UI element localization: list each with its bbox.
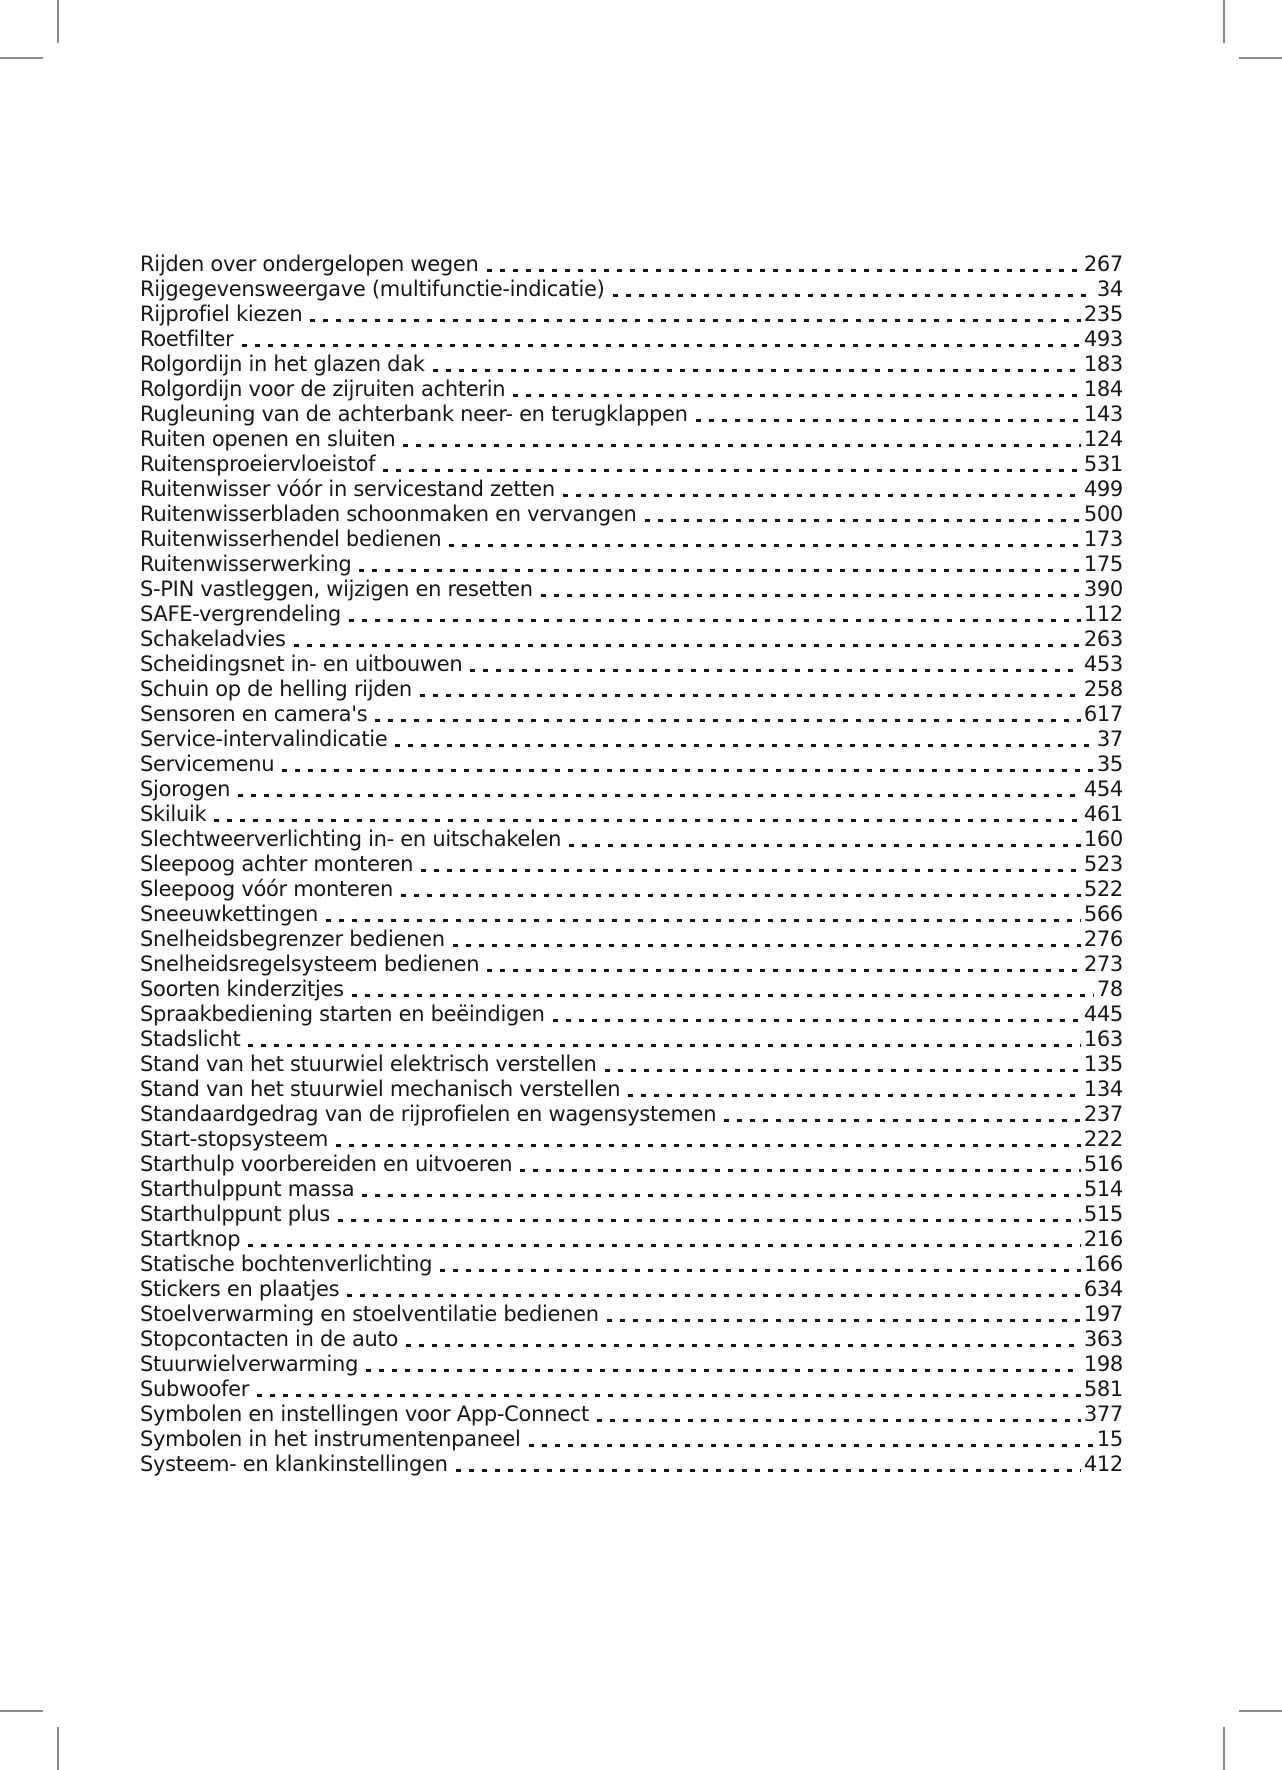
dot-leader xyxy=(553,1019,1081,1022)
index-entry xyxy=(140,602,1123,627)
index-entry xyxy=(140,952,1123,977)
index-entry xyxy=(140,552,1123,577)
index-entry-page: 522 xyxy=(1083,877,1123,901)
dot-leader xyxy=(294,644,1081,647)
index-entry-page: 493 xyxy=(1083,327,1123,351)
dot-leader xyxy=(449,544,1080,547)
dot-leader xyxy=(456,1469,1081,1472)
index-entry-page: 237 xyxy=(1083,1102,1123,1126)
index-entry xyxy=(140,752,1123,777)
index-entry-page: 273 xyxy=(1083,952,1123,976)
index-entry-page: 581 xyxy=(1083,1377,1123,1401)
index-entry-page: 184 xyxy=(1083,377,1123,401)
index-entry xyxy=(140,1002,1123,1027)
index-entry-page: 363 xyxy=(1083,1327,1123,1351)
crop-mark-bottom-right-vertical xyxy=(1223,1727,1225,1770)
index-entry-title: SAFE-vergrendeling xyxy=(140,602,341,626)
index-entry-title: Starthulppunt massa xyxy=(140,1177,355,1201)
index-entry-title: Ruiten openen en sluiten xyxy=(140,427,396,451)
crop-mark-top-left-vertical xyxy=(57,0,59,43)
dot-leader xyxy=(349,619,1081,622)
index-entry-page: 499 xyxy=(1083,477,1123,501)
index-entry-page: 216 xyxy=(1083,1227,1123,1251)
index-entry-page: 166 xyxy=(1083,1252,1123,1276)
index-entry-page: 445 xyxy=(1083,1002,1123,1026)
index-entry xyxy=(140,827,1123,852)
index-entry-title: Skiluik xyxy=(140,802,207,826)
index-entry-title: Symbolen in het instrumentenpaneel xyxy=(140,1427,521,1451)
index-entry-page: 617 xyxy=(1083,702,1123,726)
index-entry-title: Spraakbediening starten en beëindigen xyxy=(140,1002,545,1026)
dot-leader xyxy=(366,1369,1081,1372)
index-entry-title: Sneeuwkettingen xyxy=(140,902,318,926)
dot-leader xyxy=(628,1094,1081,1097)
index-entry xyxy=(140,377,1123,402)
index-entry-title: Rolgordijn voor de zijruiten achterin xyxy=(140,377,506,401)
index-entry-page: 390 xyxy=(1083,577,1123,601)
dot-leader xyxy=(326,919,1081,922)
index-entry-page: 566 xyxy=(1083,902,1123,926)
index-entry-page: 235 xyxy=(1083,302,1123,326)
index-entry-page: 15 xyxy=(1096,1427,1123,1451)
dot-leader xyxy=(403,444,1080,447)
index-entry-title: S-PIN vastleggen, wijzigen en resetten xyxy=(140,577,533,601)
index-entry-title: Rijden over ondergelopen wegen xyxy=(140,252,479,276)
index-entry-page: 134 xyxy=(1083,1077,1123,1101)
dot-leader xyxy=(383,469,1081,472)
index-entry-page: 516 xyxy=(1083,1152,1123,1176)
index-entry xyxy=(140,1177,1123,1202)
index-entry xyxy=(140,1152,1123,1177)
index-entry xyxy=(140,527,1123,552)
index-entry-page: 197 xyxy=(1083,1302,1123,1326)
index-entry-title: Starthulppunt plus xyxy=(140,1202,330,1226)
dot-leader xyxy=(338,1219,1081,1222)
index-entry-page: 461 xyxy=(1083,802,1123,826)
index-entry-page: 135 xyxy=(1083,1052,1123,1076)
dot-leader xyxy=(433,369,1081,372)
index-entry-page: 258 xyxy=(1083,677,1123,701)
index-entry-page: 267 xyxy=(1083,252,1123,276)
dot-leader xyxy=(336,1144,1081,1147)
index-entry xyxy=(140,1377,1123,1402)
index-entry-title: Stoelverwarming en stoelventilatie bedienen xyxy=(140,1302,599,1326)
index-entry-title: Stand van het stuurwiel mechanisch verstellen xyxy=(140,1077,621,1101)
dot-leader xyxy=(605,1069,1081,1072)
index-entry xyxy=(140,1227,1123,1252)
index-entry-title: Stopcontacten in de auto xyxy=(140,1327,399,1351)
index-entry-title: Snelheidsbegrenzer bedienen xyxy=(140,927,445,951)
index-entry xyxy=(140,1127,1123,1152)
index-entry-page: 531 xyxy=(1083,452,1123,476)
dot-leader xyxy=(359,569,1080,572)
index-entry xyxy=(140,352,1123,377)
index-entry xyxy=(140,1077,1123,1102)
dot-leader xyxy=(421,869,1081,872)
index-entry-title: Slechtweerverlichting in- en uitschakelen xyxy=(140,827,562,851)
dot-leader xyxy=(470,669,1080,672)
crop-mark-top-right-vertical xyxy=(1223,0,1225,43)
index-entry-title: Rijgegevensweergave (multifunctie-indicatie) xyxy=(140,277,605,301)
dot-leader xyxy=(214,819,1080,822)
dot-leader xyxy=(529,1444,1094,1447)
index-entry xyxy=(140,702,1123,727)
index-entry xyxy=(140,777,1123,802)
crop-mark-bottom-right-horizontal xyxy=(1239,1710,1282,1712)
dot-leader xyxy=(487,269,1081,272)
index-entry xyxy=(140,1452,1123,1477)
crop-mark-bottom-left-vertical xyxy=(57,1727,59,1770)
index-entry-page: 112 xyxy=(1083,602,1123,626)
dot-leader xyxy=(375,719,1080,722)
dot-leader xyxy=(520,1169,1081,1172)
index-entry-page: 412 xyxy=(1083,1452,1123,1476)
index-entry-title: Sleepoog achter monteren xyxy=(140,852,414,876)
index-entry xyxy=(140,627,1123,652)
dot-leader xyxy=(257,1394,1081,1397)
index-entry xyxy=(140,1327,1123,1352)
dot-leader xyxy=(607,1319,1081,1322)
index-entry-title: Stickers en plaatjes xyxy=(140,1277,340,1301)
index-entry-title: Symbolen en instellingen voor App-Connect xyxy=(140,1402,589,1426)
dot-leader xyxy=(238,794,1081,797)
index-entry-page: 453 xyxy=(1083,652,1123,676)
dot-leader xyxy=(420,694,1081,697)
index-entry xyxy=(140,577,1123,602)
dot-leader xyxy=(395,744,1093,747)
index-entry-title: Sleepoog vóór monteren xyxy=(140,877,394,901)
index-entry-page: 163 xyxy=(1083,1027,1123,1051)
index-entry-title: Service-intervalindicatie xyxy=(140,727,388,751)
index-entry-title: Subwoofer xyxy=(140,1377,250,1401)
index-entry-page: 500 xyxy=(1083,502,1123,526)
index-entry-title: Rijprofiel kiezen xyxy=(140,302,303,326)
index-entry-title: Statische bochtenverlichting xyxy=(140,1252,433,1276)
index-entry-title: Startknop xyxy=(140,1227,241,1251)
index-entry-title: Ruitenwisserhendel bedienen xyxy=(140,527,442,551)
index-entry-title: Ruitenwisserwerking xyxy=(140,552,352,576)
dot-leader xyxy=(453,944,1081,947)
dot-leader xyxy=(487,969,1081,972)
index-entry-title: Ruitenwisserbladen schoonmaken en vervangen xyxy=(140,502,637,526)
index-entry xyxy=(140,727,1123,752)
dot-leader xyxy=(248,1244,1081,1247)
index-entry xyxy=(140,327,1123,352)
dot-leader xyxy=(347,1294,1081,1297)
index-entry-title: Stuurwielverwarming xyxy=(140,1352,359,1376)
index-entry-page: 514 xyxy=(1083,1177,1123,1201)
index-entry-page: 175 xyxy=(1083,552,1123,576)
dot-leader xyxy=(352,994,1094,997)
index-entry xyxy=(140,977,1123,1002)
index-entry-page: 37 xyxy=(1096,727,1123,751)
index-entry xyxy=(140,277,1123,302)
index-entry xyxy=(140,402,1123,427)
crop-mark-top-left-horizontal xyxy=(0,57,43,59)
crop-mark-bottom-left-horizontal xyxy=(0,1710,43,1712)
index-entry-title: Sjorogen xyxy=(140,777,231,801)
index-entry-title: Ruitensproeiervloeistof xyxy=(140,452,376,476)
index-entry-title: Sensoren en camera's xyxy=(140,702,368,726)
index-entry-page: 523 xyxy=(1083,852,1123,876)
index-entry-page: 124 xyxy=(1083,427,1123,451)
index-entry-title: Start-stopsysteem xyxy=(140,1127,328,1151)
index-entry xyxy=(140,427,1123,452)
index-entry xyxy=(140,252,1123,277)
index-entry-page: 35 xyxy=(1096,752,1123,776)
index-entry xyxy=(140,302,1123,327)
index-entry-page: 198 xyxy=(1083,1352,1123,1376)
dot-leader xyxy=(248,1044,1080,1047)
index-entry xyxy=(140,1352,1123,1377)
index-entry-title: Systeem- en klankinstellingen xyxy=(140,1452,448,1476)
index-entry-page: 143 xyxy=(1083,402,1123,426)
index-entry-title: Schuin op de helling rijden xyxy=(140,677,412,701)
index-entry-page: 454 xyxy=(1083,777,1123,801)
index-entry-title: Stadslicht xyxy=(140,1027,241,1051)
index-entry-page: 515 xyxy=(1083,1202,1123,1226)
index-entry xyxy=(140,1302,1123,1327)
dot-leader xyxy=(362,1194,1080,1197)
index-entry-title: Starthulp voorbereiden en uitvoeren xyxy=(140,1152,513,1176)
index-entry-page: 263 xyxy=(1083,627,1123,651)
dot-leader xyxy=(645,519,1081,522)
index-list xyxy=(140,252,1123,1477)
index-entry xyxy=(140,1052,1123,1077)
index-entry xyxy=(140,1202,1123,1227)
index-entry xyxy=(140,1027,1123,1052)
dot-leader xyxy=(242,344,1081,347)
index-entry xyxy=(140,1427,1123,1452)
index-entry xyxy=(140,1102,1123,1127)
index-entry xyxy=(140,502,1123,527)
index-entry xyxy=(140,877,1123,902)
dot-leader xyxy=(597,1419,1081,1422)
index-entry-page: 634 xyxy=(1083,1277,1123,1301)
index-entry-title: Stand van het stuurwiel elektrisch verstellen xyxy=(140,1052,597,1076)
index-entry xyxy=(140,452,1123,477)
index-entry-title: Snelheidsregelsysteem bedienen xyxy=(140,952,480,976)
index-entry xyxy=(140,852,1123,877)
index-entry-page: 276 xyxy=(1083,927,1123,951)
dot-leader xyxy=(613,294,1094,297)
index-entry-page: 160 xyxy=(1083,827,1123,851)
dot-leader xyxy=(696,419,1081,422)
index-entry-title: Rugleuning van de achterbank neer- en terugklappen xyxy=(140,402,688,426)
index-entry-title: Scheidingsnet in- en uitbouwen xyxy=(140,652,463,676)
index-entry-page: 377 xyxy=(1083,1402,1123,1426)
index-entry-page: 222 xyxy=(1083,1127,1123,1151)
index-entry-title: Servicemenu xyxy=(140,752,275,776)
index-entry xyxy=(140,1252,1123,1277)
index-entry xyxy=(140,652,1123,677)
dot-leader xyxy=(282,769,1094,772)
index-entry-title: Ruitenwisser vóór in servicestand zetten xyxy=(140,477,555,501)
index-entry-title: Rolgordijn in het glazen dak xyxy=(140,352,425,376)
dot-leader xyxy=(563,494,1081,497)
index-entry-page: 78 xyxy=(1096,977,1123,1001)
dot-leader xyxy=(401,894,1081,897)
index-entry-title: Schakeladvies xyxy=(140,627,286,651)
index-entry-title: Roetfilter xyxy=(140,327,234,351)
index-entry xyxy=(140,927,1123,952)
index-entry-page: 173 xyxy=(1083,527,1123,551)
index-entry-page: 34 xyxy=(1096,277,1123,301)
index-entry xyxy=(140,1402,1123,1427)
index-entry xyxy=(140,677,1123,702)
index-entry xyxy=(140,902,1123,927)
dot-leader xyxy=(513,394,1081,397)
crop-mark-top-right-horizontal xyxy=(1239,57,1282,59)
index-entry-title: Standaardgedrag van de rijprofielen en wagensystemen xyxy=(140,1102,717,1126)
dot-leader xyxy=(541,594,1081,597)
dot-leader xyxy=(724,1119,1081,1122)
index-entry-title: Soorten kinderzitjes xyxy=(140,977,344,1001)
index-entry xyxy=(140,802,1123,827)
dot-leader xyxy=(440,1269,1081,1272)
dot-leader xyxy=(406,1344,1081,1347)
dot-leader xyxy=(569,844,1081,847)
index-entry xyxy=(140,1277,1123,1302)
index-entry xyxy=(140,477,1123,502)
index-entry-page: 183 xyxy=(1083,352,1123,376)
dot-leader xyxy=(310,319,1080,322)
